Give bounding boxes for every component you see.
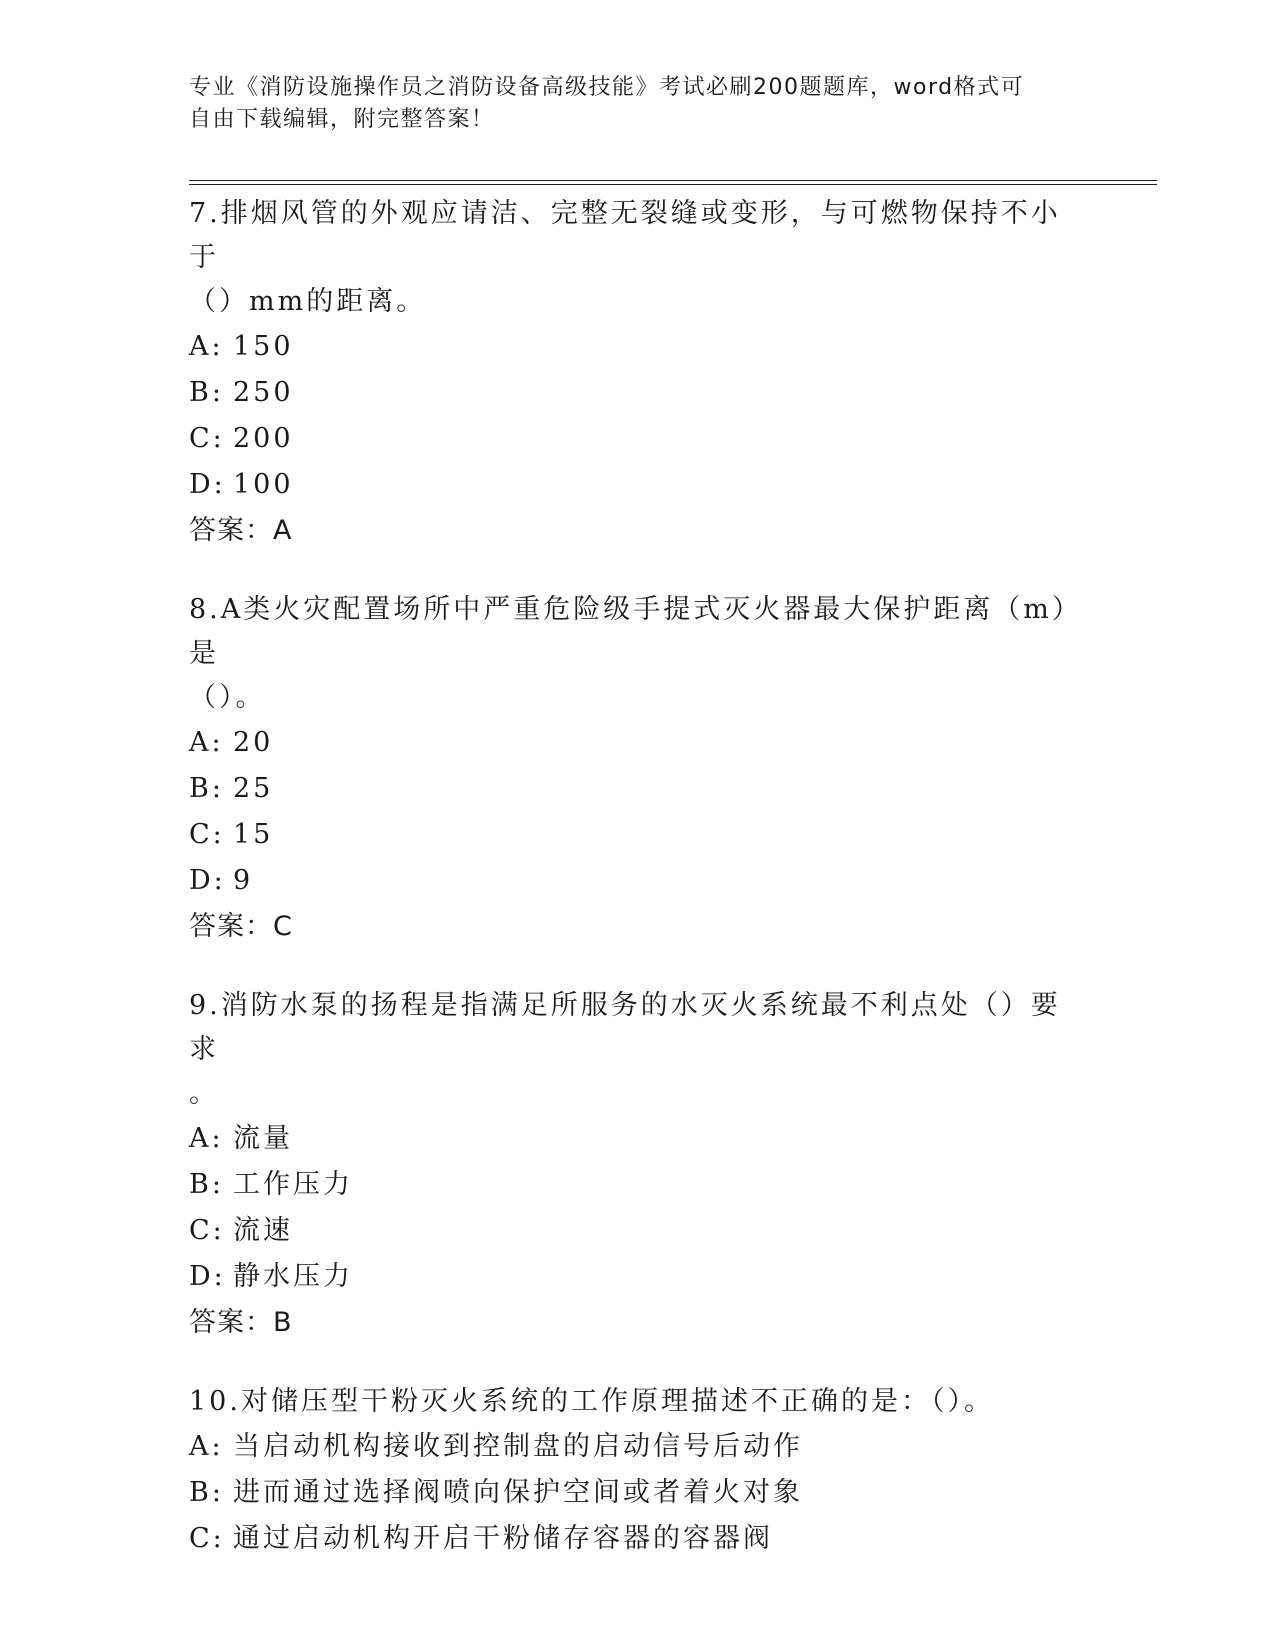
option-key: C:: [189, 1523, 225, 1554]
option-b: [189, 1162, 1089, 1208]
header-divider-top: [189, 180, 1157, 181]
option-value: 流速: [233, 1215, 293, 1246]
option-key: A:: [189, 1431, 224, 1462]
answer-line: 答案：B: [189, 1307, 293, 1338]
option-key: B:: [189, 1477, 224, 1508]
option-d: [189, 1254, 1089, 1300]
option-key: C:: [189, 819, 225, 850]
option-key: C:: [189, 1215, 225, 1246]
option-value: 15: [233, 819, 274, 850]
option-key: D:: [189, 1261, 226, 1292]
document-header: [189, 72, 1089, 136]
question-list: [189, 192, 1089, 1596]
question-7: [189, 192, 1089, 554]
option-d: [189, 858, 1089, 904]
option-value: 20: [233, 727, 274, 758]
option-value: 静水压力: [233, 1261, 353, 1292]
option-c: [189, 1516, 1089, 1562]
option-value: 200: [233, 423, 294, 454]
option-value: 工作压力: [233, 1169, 353, 1200]
option-value: 25: [233, 773, 274, 804]
question-text-continued: （）mm的距离。: [189, 286, 427, 317]
option-key: D:: [189, 469, 226, 500]
option-b: [189, 766, 1089, 812]
question-9: [189, 984, 1089, 1346]
option-key: B:: [189, 1169, 224, 1200]
option-a: [189, 1424, 1089, 1470]
option-key: A:: [189, 727, 224, 758]
option-key: C:: [189, 423, 225, 454]
question-text-continued: （）。: [189, 682, 266, 713]
option-b: [189, 370, 1089, 416]
option-value: 100: [233, 469, 294, 500]
option-key: A:: [189, 331, 224, 362]
question-text: 10.对储压型干粉灭火系统的工作原理描述不正确的是：（）。: [189, 1386, 994, 1417]
option-value: 9: [233, 865, 254, 896]
question-text-continued: 。: [189, 1078, 219, 1109]
question-text: 8.A类火灾配置场所中严重危险级手提式灭火器最大保护距离（m）是: [189, 594, 1082, 669]
option-value: 流量: [233, 1123, 293, 1154]
option-value: 当启动机构接收到控制盘的启动信号后动作: [233, 1431, 803, 1462]
question-8: [189, 588, 1089, 950]
option-d: [189, 462, 1089, 508]
question-text: 7.排烟风管的外观应请洁、完整无裂缝或变形，与可燃物保持不小于: [189, 198, 1061, 273]
option-c: [189, 1208, 1089, 1254]
option-c: [189, 416, 1089, 462]
answer-line: 答案：C: [189, 911, 293, 942]
option-value: 通过启动机构开启干粉储存容器的容器阀: [233, 1523, 773, 1554]
answer-line: 答案：A: [189, 515, 293, 546]
option-a: [189, 720, 1089, 766]
option-c: [189, 812, 1089, 858]
header-line-1: 专业《消防设施操作员之消防设备高级技能》考试必刷200题题库，word格式可: [189, 75, 1025, 100]
option-key: B:: [189, 773, 224, 804]
option-b: [189, 1470, 1089, 1516]
option-value: 进而通过选择阀喷向保护空间或者着火对象: [233, 1477, 803, 1508]
question-10: [189, 1380, 1089, 1562]
option-key: D:: [189, 865, 226, 896]
option-a: [189, 1116, 1089, 1162]
header-divider-bottom: [189, 184, 1157, 185]
option-key: A:: [189, 1123, 224, 1154]
option-key: B:: [189, 377, 224, 408]
header-line-2: 自由下载编辑，附完整答案！: [189, 107, 495, 132]
question-text: 9.消防水泵的扬程是指满足所服务的水灭火系统最不利点处（）要求: [189, 990, 1061, 1065]
option-value: 250: [233, 377, 294, 408]
option-a: [189, 324, 1089, 370]
option-value: 150: [233, 331, 294, 362]
